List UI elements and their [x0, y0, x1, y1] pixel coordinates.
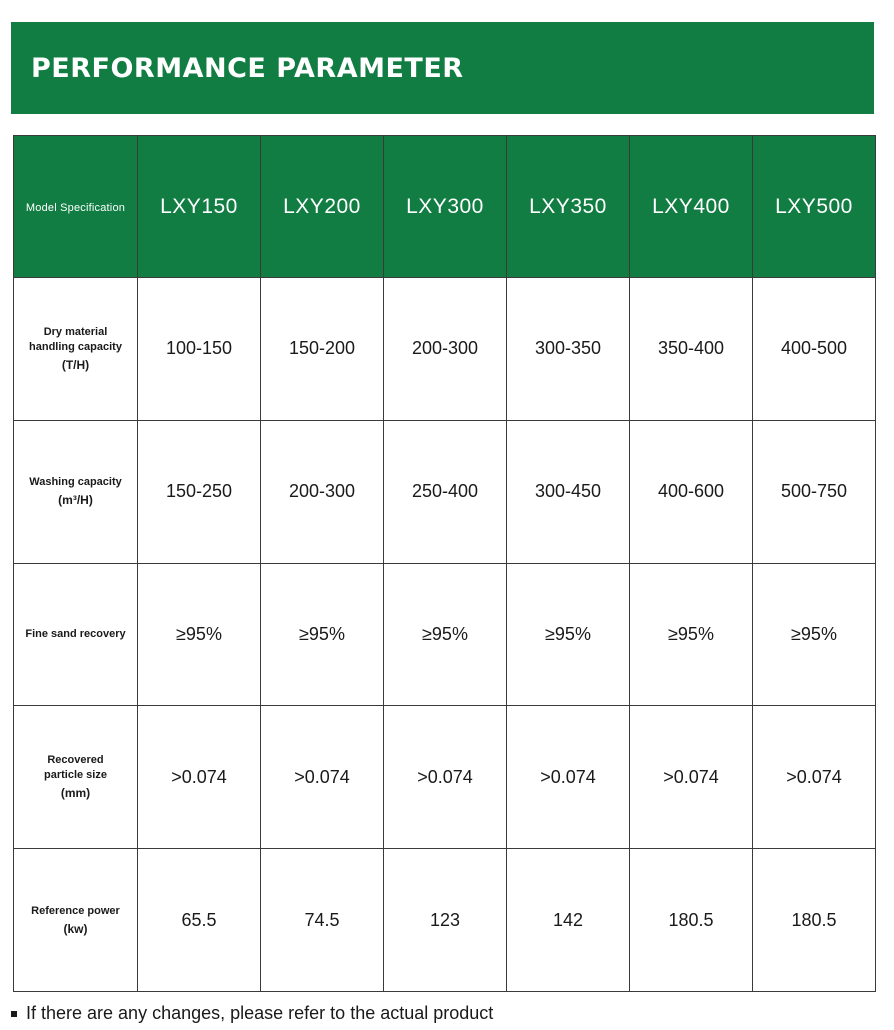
table-cell [261, 849, 384, 992]
table-cell [630, 278, 753, 421]
cell-value: 180.5 [668, 909, 714, 930]
table-cell [507, 706, 630, 849]
table-cell [138, 420, 261, 563]
table-cell [384, 278, 507, 421]
cell-value: >0.074 [663, 766, 719, 787]
table-cell [261, 706, 384, 849]
table-cell [261, 420, 384, 563]
table-cell [630, 420, 753, 563]
table-cell [630, 706, 753, 849]
row-label-cell [14, 563, 138, 706]
model-name: LXY350 [529, 194, 607, 218]
row-unit: (T/H) [61, 357, 90, 372]
cell-value: ≥95% [299, 623, 345, 644]
cell-value: >0.074 [171, 766, 227, 787]
table-cell [384, 563, 507, 706]
table-row [14, 278, 876, 421]
cell-value: ≥95% [791, 623, 837, 644]
cell-value: 200-300 [411, 338, 479, 359]
header-banner [11, 22, 874, 114]
table-cell [138, 278, 261, 421]
table-cell [138, 706, 261, 849]
model-name: LXY200 [283, 194, 361, 218]
cell-value: >0.074 [294, 766, 350, 787]
row-label-text: particle size [44, 769, 107, 782]
model-name: LXY150 [160, 194, 238, 218]
table-cell [753, 563, 876, 706]
cell-value: 200-300 [288, 481, 356, 502]
cell-value: ≥95% [668, 623, 714, 644]
row-label-text: Washing capacity [29, 476, 122, 489]
table-cell [384, 706, 507, 849]
table-header-row [14, 136, 876, 278]
cell-value: 350-400 [657, 338, 725, 359]
table-cell [384, 420, 507, 563]
table-cell [507, 420, 630, 563]
table-body [14, 278, 876, 992]
table-row [14, 563, 876, 706]
table-cell [753, 420, 876, 563]
cell-value: 65.5 [181, 909, 217, 930]
model-header-cell [630, 136, 753, 278]
cell-value: >0.074 [540, 766, 596, 787]
model-header-cell [384, 136, 507, 278]
bullet-icon [11, 1011, 17, 1017]
table-cell [507, 563, 630, 706]
table-cell [630, 849, 753, 992]
table-cell [261, 563, 384, 706]
table-cell [753, 706, 876, 849]
model-name: LXY300 [406, 194, 484, 218]
model-header-cell [261, 136, 384, 278]
cell-value: 142 [552, 909, 584, 930]
cell-value: 74.5 [304, 909, 340, 930]
row-unit: (mm) [60, 786, 91, 801]
cell-value: >0.074 [786, 766, 842, 787]
table-row [14, 706, 876, 849]
cell-value: 180.5 [791, 909, 837, 930]
row-unit: (kw) [63, 921, 88, 936]
cell-value: 123 [429, 909, 461, 930]
cell-value: 500-750 [780, 481, 848, 502]
cell-value: 100-150 [165, 338, 233, 359]
cell-value: 150-250 [165, 481, 233, 502]
cell-value: 150-200 [288, 338, 356, 359]
row-label-text: handling capacity [29, 340, 122, 353]
row-label-cell [14, 420, 138, 563]
row-label-cell [14, 849, 138, 992]
cell-value: ≥95% [422, 623, 468, 644]
model-name: LXY400 [652, 194, 730, 218]
cell-value: >0.074 [417, 766, 473, 787]
model-name: LXY500 [775, 194, 853, 218]
cell-value: 300-350 [534, 338, 602, 359]
cell-value: 400-500 [780, 338, 848, 359]
model-specification-label: Model Specification [25, 201, 126, 214]
table-cell [384, 849, 507, 992]
table-row [14, 849, 876, 992]
cell-value: 400-600 [657, 481, 725, 502]
performance-table [13, 135, 876, 992]
row-label-text: Reference power [31, 904, 120, 917]
cell-value: 250-400 [411, 481, 479, 502]
row-label-cell [14, 278, 138, 421]
footer-note-text: If there are any changes, please refer to the actual product [26, 1003, 494, 1023]
cell-value: 300-450 [534, 481, 602, 502]
row-label-text: Dry material [43, 325, 108, 338]
corner-header-cell [14, 136, 138, 278]
model-header-cell [753, 136, 876, 278]
table-row [14, 420, 876, 563]
cell-value: ≥95% [545, 623, 591, 644]
cell-value: ≥95% [176, 623, 222, 644]
footer-note [11, 1003, 493, 1024]
table-cell [753, 278, 876, 421]
row-unit: (m³/H) [58, 493, 93, 508]
table-cell [138, 563, 261, 706]
table-cell [507, 278, 630, 421]
table-cell [507, 849, 630, 992]
page-title: PERFORMANCE PARAMETER [31, 52, 464, 84]
table-cell [138, 849, 261, 992]
model-header-cell [507, 136, 630, 278]
table-cell [630, 563, 753, 706]
row-label-text: Recovered [47, 754, 104, 767]
row-label-text: Fine sand recovery [25, 627, 126, 640]
model-header-cell [138, 136, 261, 278]
table-cell [753, 849, 876, 992]
row-label-cell [14, 706, 138, 849]
table-cell [261, 278, 384, 421]
